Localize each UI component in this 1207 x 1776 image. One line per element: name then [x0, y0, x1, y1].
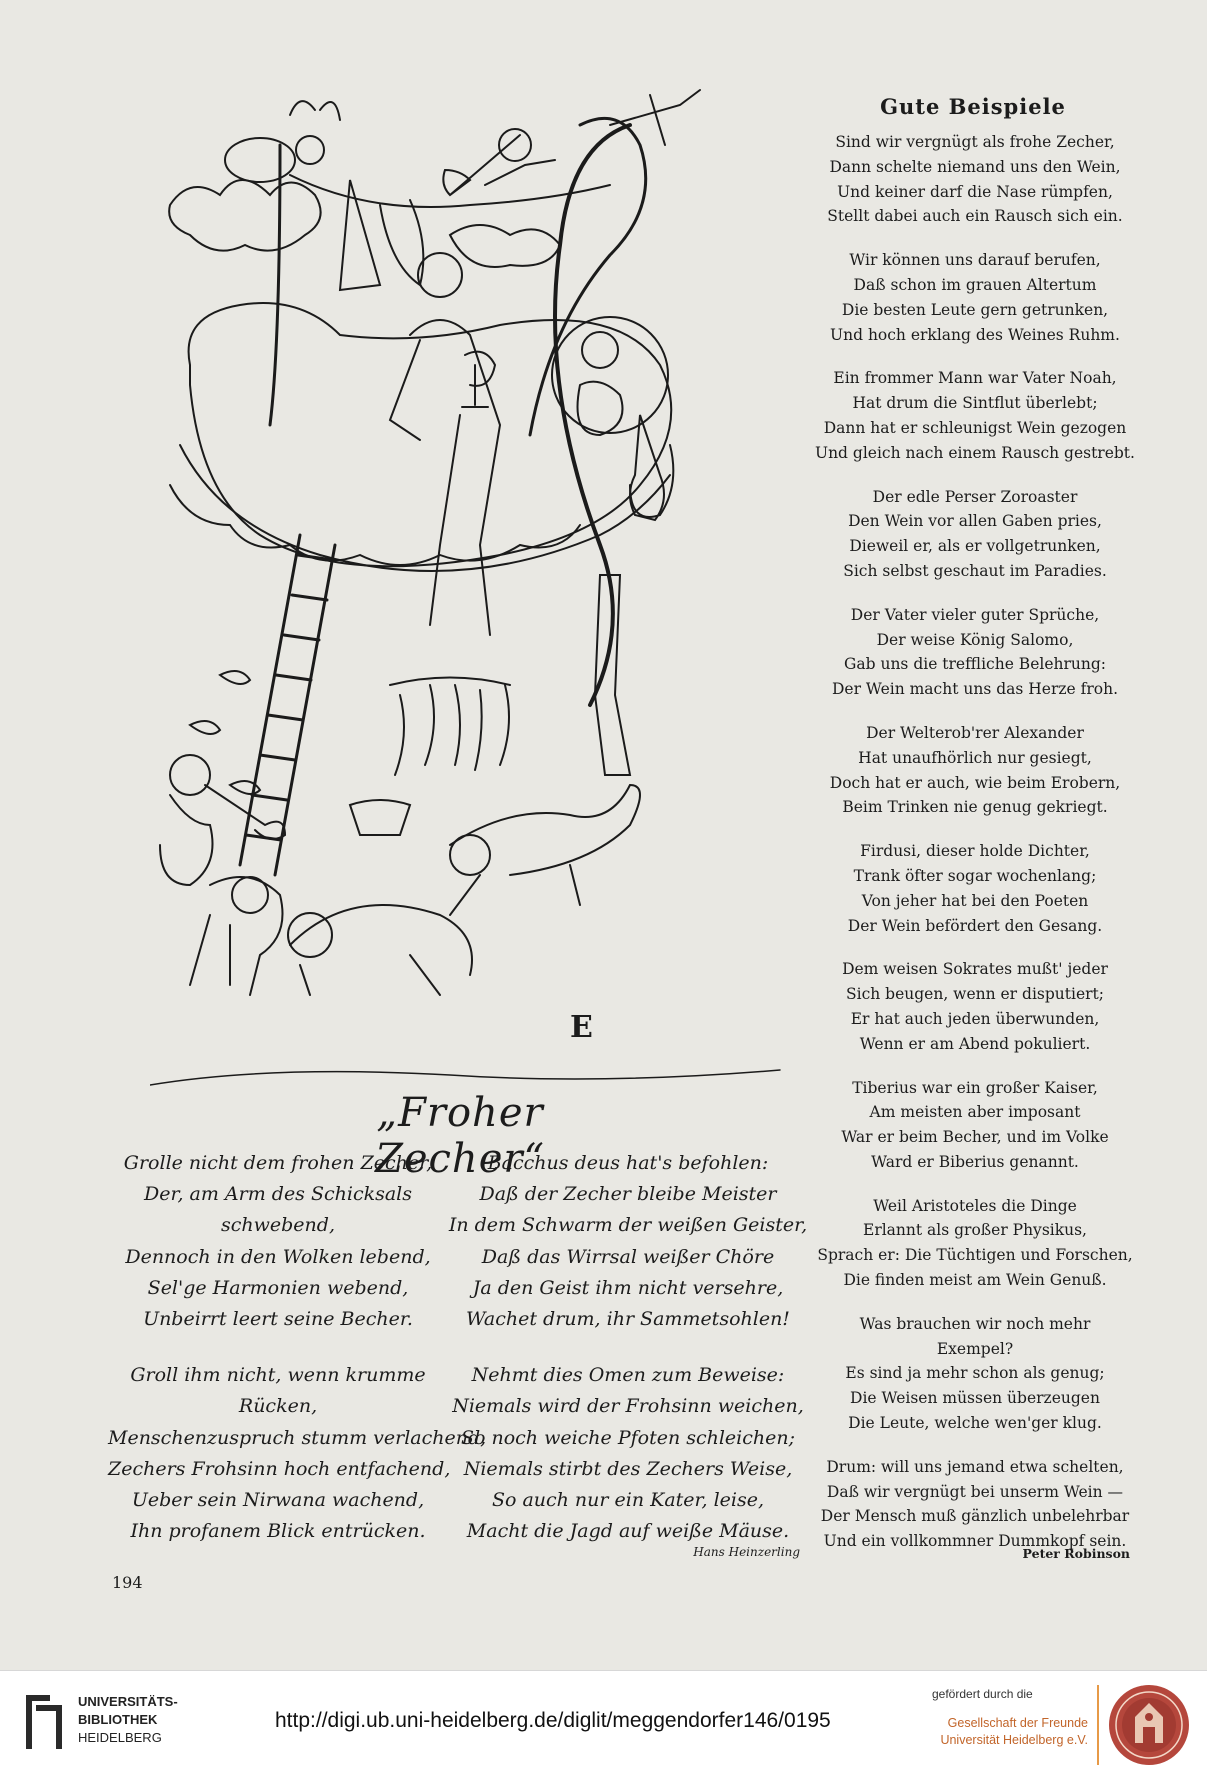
- verse-line: Die besten Leute gern getrunken,: [841, 300, 1109, 319]
- footer-bar: [0, 1670, 1207, 1776]
- permalink-url[interactable]: http://digi.ub.uni-heidelberg.de/diglit/meggendorfer146/0195: [275, 1709, 831, 1732]
- verse-line: Es sind ja mehr schon als genug;: [845, 1364, 1105, 1383]
- stanza: [800, 485, 1150, 584]
- verse-line: Der Welterob'rer Alexander: [866, 723, 1084, 742]
- stanza-gap: [448, 1335, 808, 1360]
- verse-line: Dann hat er schleunigst Wein gezogen: [823, 418, 1127, 437]
- stanza: [800, 721, 1150, 820]
- verse-line: Sind wir vergnügt als frohe Zecher,: [835, 133, 1115, 151]
- verse-line: Firdusi, dieser holde Dichter,: [860, 842, 1090, 861]
- verse-line: Daß schon im grauen Altertum: [853, 275, 1097, 294]
- verse-line: Dann schelte niemand uns den Wein,: [829, 157, 1121, 176]
- verse-line: Und keiner darf die Nase rümpfen,: [837, 182, 1113, 201]
- verse-line: Sprach er: Die Tüchtigen und Forschen,: [817, 1246, 1133, 1265]
- stanza: [800, 248, 1150, 347]
- verse-line: Sich beugen, wenn er disputiert;: [846, 985, 1104, 1004]
- verse-line: Ein frommer Mann war Vater Noah,: [833, 369, 1117, 388]
- stanza: [800, 366, 1150, 465]
- university-seal-icon: [1107, 1683, 1191, 1767]
- verse-line: Ueber sein Nirwana wachend,: [131, 1489, 425, 1512]
- verse-line: Groll ihm nicht, wenn krumme: [130, 1364, 426, 1387]
- verse-line: Sich selbst geschaut im Paradies.: [843, 561, 1107, 580]
- verse-line: Der weise König Salomo,: [876, 630, 1074, 649]
- stanza: [800, 957, 1150, 1056]
- left-poem-title: „Froher Zecher“: [375, 1090, 545, 1182]
- verse-line: schwebend,: [221, 1214, 335, 1237]
- right-poem-body: [800, 130, 1150, 1573]
- verse-line: Macht die Jagd auf weiße Mäuse.: [466, 1520, 790, 1543]
- verse-line: Weil Aristoteles die Dinge: [873, 1196, 1077, 1215]
- verse-line: Rücken,: [238, 1395, 318, 1418]
- verse-line: Der Vater vieler guter Sprüche,: [850, 605, 1100, 624]
- stanza-gap: [108, 1335, 448, 1360]
- verse-line: Daß das Wirrsal weißer Chöre: [481, 1245, 775, 1268]
- verse-line: So auch nur ein Kater, leise,: [491, 1489, 765, 1512]
- stanza: [800, 839, 1150, 938]
- stanza: [800, 603, 1150, 702]
- verse-line: Und gleich nach einem Rausch gestrebt.: [815, 443, 1135, 462]
- verse-line: Und hoch erklang des Weines Ruhm.: [830, 325, 1120, 344]
- verse-line: Was brauchen wir noch mehr: [859, 1314, 1091, 1333]
- verse-line: Nehmt dies Omen zum Beweise:: [471, 1364, 785, 1387]
- verse-line: Hat drum die Sintflut überlebt;: [852, 394, 1098, 413]
- library-name-line-1: UNIVERSITÄTS-: [78, 1694, 178, 1709]
- verse-line: Erlannt als großer Physikus,: [863, 1221, 1087, 1240]
- illustrator-signature: E: [570, 1010, 593, 1045]
- sponsor-name-line-2: Universität Heidelberg e.V.: [940, 1733, 1088, 1747]
- verse-line: Wenn er am Abend pokuliert.: [859, 1034, 1091, 1053]
- verse-line: Von jeher hat bei den Poeten: [861, 891, 1089, 910]
- verse-line: Trank öfter sogar wochenlang;: [853, 866, 1097, 885]
- verse-line: Sel'ge Harmonien webend,: [147, 1276, 409, 1299]
- verse-line: Exempel?: [936, 1339, 1014, 1358]
- verse-line: Ja den Geist ihm nicht versehre,: [472, 1276, 784, 1299]
- footer-divider: [1097, 1685, 1099, 1765]
- verse-line: Der Wein befördert den Gesang.: [847, 916, 1103, 935]
- verse-line: War er beim Becher, und im Volke: [841, 1128, 1109, 1147]
- stanza: [800, 1455, 1150, 1554]
- verse-line: Dieweil er, als er vollgetrunken,: [849, 537, 1101, 556]
- verse-line: Daß wir vergnügt bei unserm Wein —: [826, 1482, 1124, 1501]
- verse-line: Hat unaufhörlich nur gesiegt,: [858, 748, 1092, 767]
- verse-line: Doch hat er auch, wie beim Erobern,: [829, 773, 1121, 792]
- verse-line: Und ein vollkommner Dummkopf sein.: [823, 1532, 1127, 1551]
- verse-line: Wachet drum, ihr Sammetsohlen!: [466, 1308, 790, 1331]
- verse-line: Am meisten aber imposant: [869, 1103, 1081, 1122]
- page-number: 194: [112, 1573, 143, 1592]
- stanza: [800, 1076, 1150, 1175]
- verse-line: Bacchus deus hat's befohlen:: [487, 1152, 769, 1174]
- verse-line: Die Weisen müssen überzeugen: [850, 1389, 1100, 1408]
- verse-line: Tiberius war ein großer Kaiser,: [852, 1078, 1098, 1097]
- verse-line: Der edle Perser Zoroaster: [872, 487, 1078, 506]
- library-name: [78, 1693, 178, 1747]
- verse-line: Der Mensch muß gänzlich unbelehrbar: [820, 1507, 1130, 1526]
- verse-line: Unbeirrt leert seine Becher.: [143, 1308, 413, 1331]
- right-poem-title: Gute Beispiele: [880, 94, 1066, 119]
- verse-line: Ihn profanem Blick entrücken.: [130, 1520, 426, 1543]
- verse-line: Den Wein vor allen Gaben pries,: [848, 512, 1102, 531]
- verse-line: Dennoch in den Wolken lebend,: [125, 1245, 431, 1268]
- library-name-line-2: BIBLIOTHEK: [78, 1712, 158, 1727]
- left-poem-author: Hans Heinzerling: [693, 1545, 800, 1559]
- verse-line: Ward er Biberius genannt.: [871, 1152, 1079, 1171]
- library-name-line-3: HEIDELBERG: [78, 1730, 162, 1745]
- verse-line: Der, am Arm des Schicksals: [143, 1183, 413, 1206]
- right-poem-author: Peter Robinson: [1022, 1546, 1130, 1561]
- verse-line: Die Leute, welche wen'ger klug.: [848, 1414, 1102, 1433]
- verse-line: Die finden meist am Wein Genuß.: [843, 1271, 1107, 1290]
- stanza: [800, 1194, 1150, 1293]
- verse-line: In dem Schwarm der weißen Geister,: [448, 1214, 808, 1237]
- verse-line: Niemals wird der Frohsinn weichen,: [452, 1395, 804, 1418]
- stanza: [800, 1312, 1150, 1436]
- verse-line: Menschenzuspruch stumm verlachend,: [108, 1426, 487, 1449]
- sponsor-name-line-1: Gesellschaft der Freunde: [947, 1716, 1088, 1730]
- verse-line: Wir können uns darauf berufen,: [849, 251, 1101, 270]
- left-poem-column-2: [448, 1148, 808, 1547]
- university-library-logo-icon: [22, 1691, 66, 1753]
- verse-line: Niemals stirbt des Zechers Weise,: [463, 1457, 793, 1480]
- sponsor-name: [908, 1715, 1088, 1749]
- verse-line: Der Wein macht uns das Herze froh.: [831, 680, 1119, 699]
- stanza: [800, 130, 1150, 229]
- verse-line: Drum: will uns jemand etwa schelten,: [826, 1457, 1124, 1476]
- verse-line: Zechers Frohsinn hoch entfachend,: [108, 1457, 451, 1480]
- verse-line: Daß der Zecher bleibe Meister: [479, 1183, 777, 1206]
- verse-line: Gab uns die treffliche Belehrung:: [844, 655, 1106, 674]
- left-poem-column-1: [108, 1148, 487, 1547]
- sponsor-label: gefördert durch die: [932, 1687, 1033, 1701]
- verse-line: Grolle nicht dem frohen Zecher,: [123, 1152, 433, 1174]
- verse-line: Er hat auch jeden überwunden,: [850, 1009, 1100, 1028]
- verse-line: Dem weisen Sokrates mußt' jeder: [842, 960, 1108, 979]
- froher-zecher-illustration: [150, 85, 790, 1105]
- verse-line: Stellt dabei auch ein Rausch sich ein.: [827, 207, 1123, 226]
- verse-line: Beim Trinken nie genug gekriegt.: [842, 798, 1108, 817]
- verse-line: So noch weiche Pfoten schleichen;: [460, 1426, 796, 1449]
